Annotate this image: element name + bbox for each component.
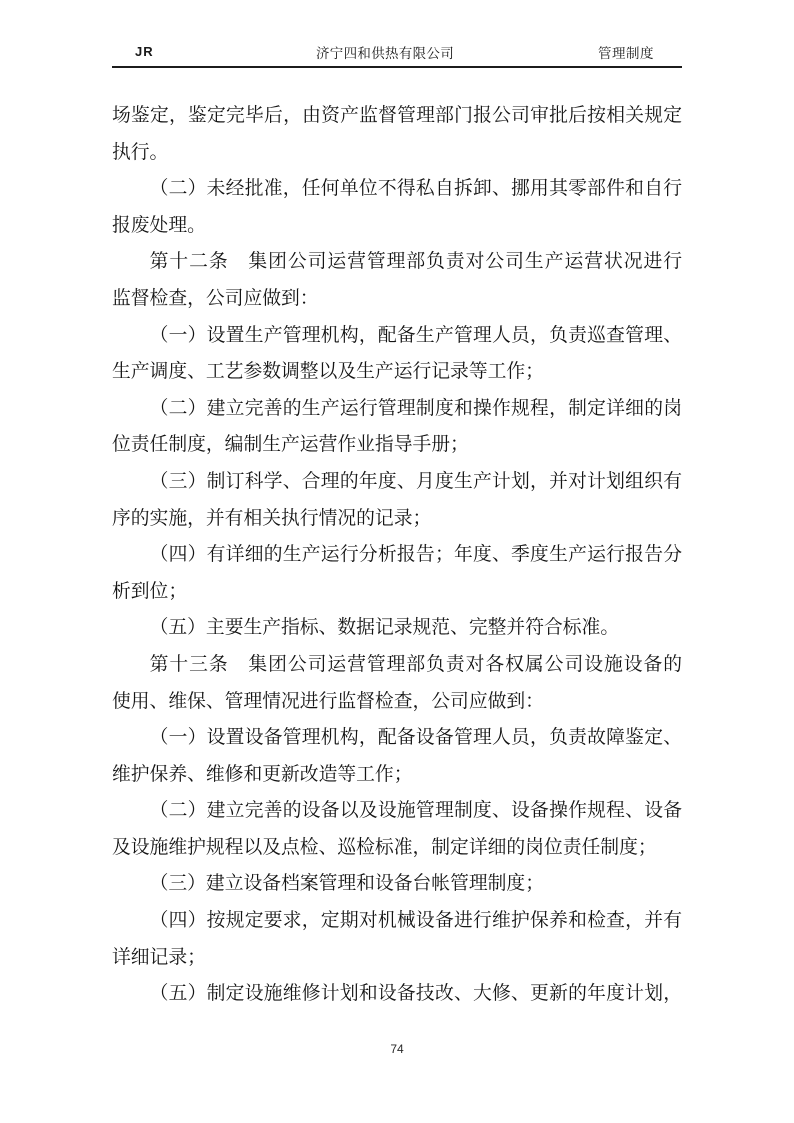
- text-line: 场鉴定，鉴定完毕后，由资产监督管理部门报公司审批后按相关规定: [112, 105, 682, 126]
- text-line: 第十二条 集团公司运营管理部负责对公司生产运营状况进行: [149, 251, 682, 273]
- text-line: （四）按规定要求，定期对机械设备进行维护保养和检查，并有: [149, 910, 682, 932]
- company-logo: JR: [135, 44, 154, 59]
- text-line: （二）建立完善的设备以及设施管理制度、设备操作规程、设备: [149, 800, 682, 822]
- text-line: （二）建立完善的生产运行管理制度和操作规程，制定详细的岗: [149, 397, 682, 419]
- text-line: 第十三条 集团公司运营管理部负责对各权属公司设施设备的: [149, 653, 682, 675]
- text-line: 析到位；: [112, 580, 188, 602]
- text-line: 报废处理。: [112, 214, 206, 236]
- company-name: 济宁四和供热有限公司: [316, 46, 454, 61]
- text-line: 监督检查，公司应做到：: [112, 287, 319, 309]
- text-line: 维护保养、维修和更新改造等工作；: [112, 763, 413, 785]
- text-line: 生产调度、工艺参数调整以及生产运行记录等工作；: [112, 361, 544, 383]
- text-line: 执行。: [112, 141, 169, 163]
- page-footer: [0, 1042, 794, 1056]
- header-divider: [112, 66, 682, 68]
- text-line: （一）设置生产管理机构，配备生产管理人员，负责巡查管理、: [149, 324, 682, 346]
- text-line: （一）设置设备管理机构，配备设备管理人员，负责故障鉴定、: [149, 727, 682, 749]
- text-line: 位责任制度，编制生产运营作业指导手册；: [112, 434, 469, 456]
- text-line: （二）未经批准，任何单位不得私自拆卸、挪用其零部件和自行: [149, 178, 682, 200]
- text-line: 详细记录；: [112, 946, 206, 968]
- text-line: （三）制订科学、合理的年度、月度生产计划，并对计划组织有: [149, 470, 682, 492]
- text-line: 使用、维保、管理情况进行监督检查，公司应做到：: [112, 690, 544, 712]
- text-line: 及设施维护规程以及点检、巡检标准，制定详细的岗位责任制度；: [112, 836, 657, 858]
- text-line: （四）有详细的生产运行分析报告；年度、季度生产运行报告分: [149, 544, 682, 566]
- text-line: （五）制定设施维修计划和设备技改、大修、更新的年度计划，: [149, 983, 682, 1005]
- page-number: 74: [390, 1042, 404, 1056]
- text-line: （三）建立设备档案管理和设备台帐管理制度；: [149, 873, 544, 895]
- page-header: [0, 0, 794, 68]
- text-line: （五）主要生产指标、数据记录规范、完整并符合标准。: [149, 617, 620, 639]
- doc-type-label: 管理制度: [598, 46, 654, 61]
- document-body: [112, 98, 682, 1013]
- text-line: 序的实施，并有相关执行情况的记录；: [112, 507, 432, 529]
